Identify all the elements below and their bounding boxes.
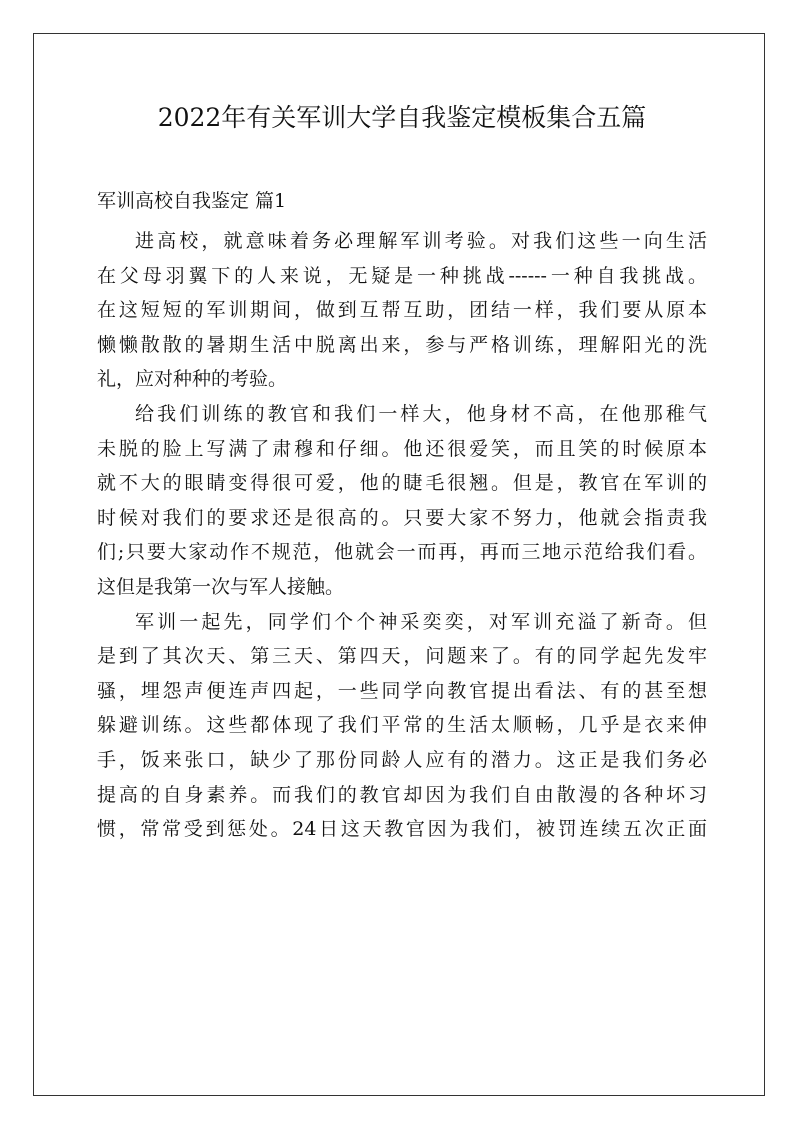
text-line: 们;只要大家动作不规范，他就会一而再，再而三地示范给我们看。 bbox=[97, 541, 707, 564]
text-line: 未脱的脸上写满了肃穆和仔细。他还很爱笑，而且笑的时候原本 bbox=[97, 437, 707, 460]
text-line: 时候对我们的要求还是很高的。只要大家不努力，他就会指责我 bbox=[97, 506, 707, 529]
text-line: 就不大的眼睛变得很可爱，他的睫毛很翘。但是，教官在军训的 bbox=[97, 472, 707, 495]
text-line: 躲避训练。这些都体现了我们平常的生活太顺畅，几乎是衣来伸 bbox=[97, 714, 707, 737]
text-line: 手，饭来张口，缺少了那份同龄人应有的潜力。这正是我们务必 bbox=[97, 748, 707, 771]
text-line: 礼，应对种种的考验。 bbox=[97, 368, 288, 391]
text-line: 在这短短的军训期间，做到互帮互助，团结一样，我们要从原本 bbox=[97, 299, 707, 322]
text-line: 这但是我第一次与军人接触。 bbox=[97, 575, 345, 598]
section-heading: 军训高校自我鉴定 篇1 bbox=[97, 190, 287, 212]
text-line: 提高的自身素养。而我们的教官却因为我们自由散漫的各种坏习 bbox=[97, 783, 707, 806]
text-line: 进高校，就意味着务必理解军训考验。对我们这些一向生活 bbox=[135, 230, 707, 252]
text-line: 是到了其次天、第三天、第四天，问题来了。有的同学起先发牢 bbox=[97, 645, 707, 668]
text-line: 军训一起先，同学们个个神采奕奕，对军训充溢了新奇。但 bbox=[135, 610, 707, 633]
text-line: 给我们训练的教官和我们一样大，他身材不高，在他那稚气 bbox=[135, 402, 707, 425]
text-line: 骚，埋怨声便连声四起，一些同学向教官提出看法、有的甚至想 bbox=[97, 679, 707, 702]
text-line: 在父母羽翼下的人来说，无疑是一种挑战------一种自我挑战。 bbox=[97, 264, 707, 287]
text-line: 惯，常常受到惩处。24日这天教官因为我们，被罚连续五次正面 bbox=[97, 818, 707, 841]
document-body bbox=[97, 224, 707, 847]
text-line: 懒懒散散的暑期生活中脱离出来，参与严格训练，理解阳光的洗 bbox=[97, 333, 707, 356]
document-title: 2022年有关军训大学自我鉴定模板集合五篇 bbox=[157, 103, 647, 132]
